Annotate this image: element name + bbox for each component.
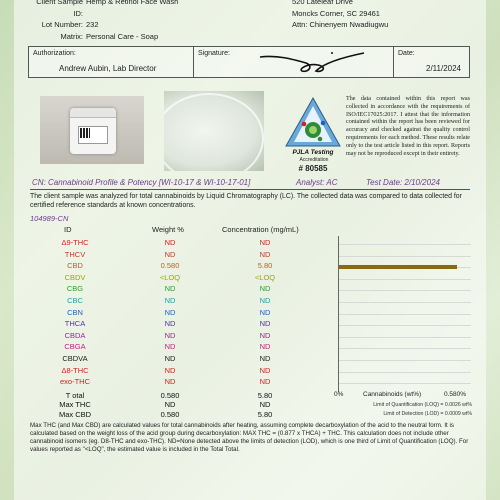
chart-gridline [339, 337, 471, 338]
concentration: ND [259, 296, 271, 305]
chart-bar-cbd [339, 265, 457, 269]
section-header [30, 178, 470, 190]
container-rim [164, 93, 264, 171]
concentration: ND [259, 284, 271, 294]
total-concentration: 5.80 [257, 390, 273, 400]
weight-percent: 0.580 [160, 261, 180, 271]
address-attn: Attn: Chinenyem Nwadiugwu [292, 20, 389, 29]
concentration: ND [259, 354, 271, 363]
cannabinoid-id: CBD [67, 261, 83, 271]
date-value: 2/11/2024 [426, 64, 461, 73]
chart-gridline [339, 325, 471, 326]
cannabinoid-id: CBN [67, 307, 83, 317]
date-cell [394, 47, 469, 77]
cannabinoid-id: exo-THC [59, 377, 90, 387]
total-weight: ND [164, 400, 176, 410]
accreditation-label: Accreditation [299, 157, 329, 163]
method-description: The client sample was analyzed for total cannabinoids by Liquid Chromatography (LC). The collected data was compared to data collected for certified reference standards at known concentrations. [30, 193, 462, 209]
chart-gridline [339, 290, 471, 291]
weight-percent: <LOQ [159, 272, 181, 282]
cannabinoid-id: Δ8-THC [61, 365, 89, 375]
weight-percent: ND [164, 342, 176, 352]
chart-gridline [339, 383, 471, 384]
cannabinoid-id: CBDVA [62, 354, 88, 363]
total-concentration: 5.80 [257, 409, 273, 419]
sample-info [28, 0, 178, 42]
qr-code-icon [80, 128, 90, 138]
sample-id-label: Client Sample ID: [36, 0, 83, 18]
cannabinoid-id: Δ9-THC [61, 238, 89, 247]
weight-percent: ND [164, 249, 176, 259]
authorization-label: Authorization: [33, 50, 76, 57]
lot-number-value: 232 [86, 20, 99, 29]
matrix-label: Matrix: [60, 31, 83, 41]
chart-gridline [339, 256, 471, 257]
test-date: Test Date: 2/10/2024 [366, 178, 440, 187]
cannabinoid-id: THCA [64, 319, 86, 329]
cannabinoid-id: CBDV [64, 272, 86, 282]
chart-gridline [339, 302, 471, 303]
section-title: CN: Cannabinoid Profile & Potency [WI-10-17 & WI-10-17-01] [32, 178, 251, 187]
accreditation-statement: The data contained within this report was collected in accordance with the requirements of ISO/IEC17025:2017. I attest that the information contained within the report has been reviewed for accuracy and checked against the quality control requirements for each method. These results relate only to the test article listed in this report. Reports may not be reproduced except in their entirety. [346, 96, 470, 157]
chart-x-max: 0.580% [444, 391, 467, 398]
loq-text: Limit of Quantification (LOQ) = 0.0026 wt% [373, 402, 472, 408]
analyst: Analyst: AC [296, 178, 338, 187]
total-weight: 0.580 [160, 409, 180, 419]
weight-percent: ND [164, 354, 176, 363]
concentration: ND [259, 377, 271, 387]
weight-percent: ND [164, 330, 176, 340]
concentration: ND [259, 307, 271, 317]
weight-percent: ND [164, 365, 176, 375]
address-line-1: 520 Lateleaf Drive [292, 0, 353, 6]
weight-percent: ND [164, 296, 176, 305]
logo-text: PJLA Testing [292, 149, 334, 156]
concentration: ND [259, 330, 271, 340]
address-line-2: Moncks Corner, SC 29461 [292, 8, 380, 18]
concentration: <LOQ [254, 272, 276, 282]
cannabinoid-id: THCV [64, 249, 86, 259]
chart-x-min: 0% [334, 391, 344, 398]
signature-cell [194, 47, 394, 77]
concentration: 5.80 [257, 261, 273, 271]
total-label: Max CBD [58, 409, 92, 419]
authorization-value: Andrew Aubin, Lab Director [59, 64, 157, 73]
signature-label: Signature: [198, 50, 230, 57]
accreditation-number: # 80585 [298, 164, 328, 173]
col-header-weight: Weight % [152, 225, 184, 234]
chart-gridline [339, 372, 471, 373]
col-header-id: ID [64, 225, 72, 234]
weight-percent: ND [164, 307, 176, 317]
authorization-box [28, 46, 470, 78]
lod-text: Limit of Detection (LOD) = 0.0009 wt% [383, 411, 472, 417]
weight-percent: ND [164, 319, 176, 329]
col-header-concentration: Concentration (mg/mL) [222, 225, 299, 234]
total-concentration: ND [259, 400, 271, 410]
concentration: ND [259, 238, 271, 247]
concentration: ND [259, 365, 271, 375]
weight-percent: ND [164, 238, 176, 247]
chart-gridline [339, 348, 471, 349]
jar-shape [70, 108, 116, 154]
concentration: ND [259, 319, 271, 329]
total-weight: 0.580 [160, 390, 180, 400]
chart-x-label: Cannabinoids (wt%) [363, 391, 422, 398]
cannabinoid-bar-chart [338, 236, 470, 392]
signature-image [258, 49, 368, 77]
chart-gridline [339, 244, 471, 245]
jar-lid [70, 108, 116, 118]
date-label: Date: [398, 50, 415, 57]
concentration: ND [259, 249, 271, 259]
concentration: ND [259, 342, 271, 352]
lot-number-label: Lot Number: [41, 20, 83, 29]
authorization-cell [29, 47, 194, 77]
client-address [292, 0, 388, 31]
matrix-value: Personal Care - Soap [86, 31, 159, 41]
total-label: Max THC [59, 400, 91, 410]
chart-gridline [339, 360, 471, 361]
sample-jar-photo [40, 96, 144, 164]
sample-closeup-photo [164, 91, 264, 171]
cannabinoid-id: CBDA [64, 330, 86, 340]
sample-id-value: Hemp & Retinol Face Wash [86, 0, 179, 6]
weight-percent: ND [164, 284, 176, 294]
cannabinoid-id: CBGA [64, 342, 86, 352]
lab-sample-id: 104989-CN [30, 214, 69, 223]
cannabinoid-id: CBG [66, 284, 84, 294]
weight-percent: ND [164, 377, 176, 387]
chart-gridline [339, 279, 471, 280]
cannabinoid-id: CBC [67, 296, 83, 305]
chart-gridline [339, 314, 471, 315]
footnote: Max THC (and Max CBD) are calculated values for total cannabinoids after heating, assuming complete decarboxylation of the acid to the neutral form. It is calculated based on the weight loss of the acid group during decarboxylation: MAX THC = (0.877 x THCA) + THC. This calculation does not include other cannabinoid isomers (eg. D8-THC and exo-THC). ND=None detected above the limits of detection (LOD), which is one third of Limit of Quantification (LOQ). For values reported as "<LOQ", the estimated value is included in the Total Total. [30, 422, 469, 453]
total-label: T otal [65, 390, 85, 400]
